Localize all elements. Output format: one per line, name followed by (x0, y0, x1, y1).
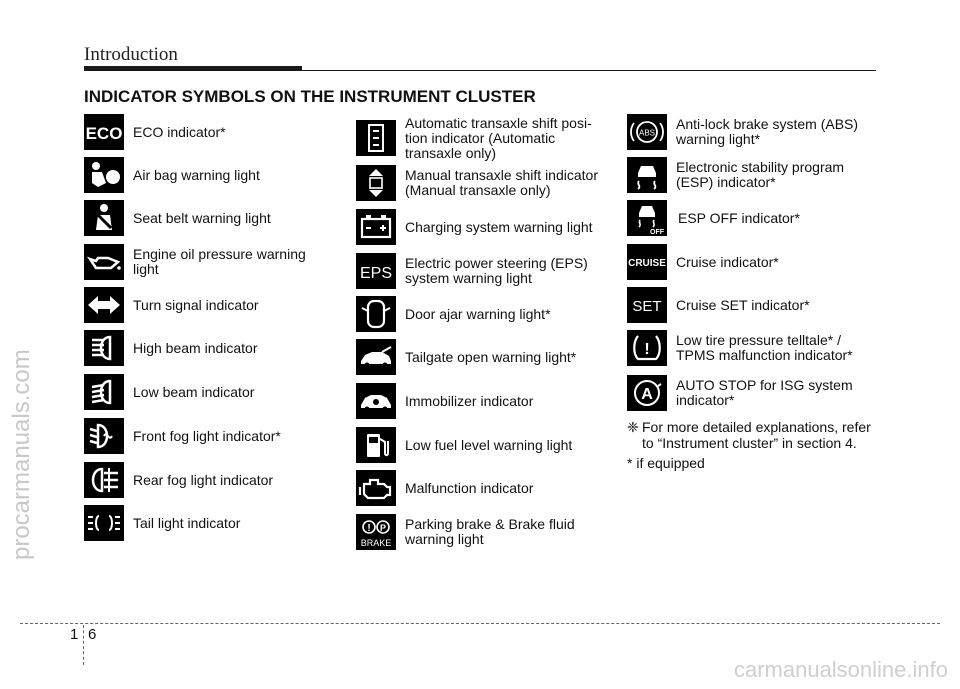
indicator-brake: ! P BRAKE Parking brake & Brake fluid warning light (356, 514, 575, 550)
reference-note: ❈ For more detailed explanations, refer to “Instrument cluster” in section 4. (627, 419, 871, 451)
svg-text:A: A (641, 386, 653, 403)
indicator-eco: ECO ECO indicator* (84, 114, 226, 150)
turn-signal-icon (84, 287, 124, 323)
page-heading: INDICATOR SYMBOLS ON THE INSTRUMENT CLUSTER (84, 87, 536, 106)
indicator-door-ajar: Door ajar warning light* (356, 296, 551, 332)
indicator-malfunction: Malfunction indicator (356, 470, 533, 506)
fuel-pump-icon (356, 427, 396, 463)
tpms-icon (627, 330, 667, 366)
indicator-eps: EPS Electric power steering (EPS) system warning light (356, 253, 588, 289)
footnote: * if equipped (627, 455, 705, 471)
high-beam-icon (84, 330, 124, 366)
esp-off-icon (627, 200, 667, 236)
indicator-tail-light: Tail light indicator (84, 505, 240, 541)
svg-text:EPS: EPS (359, 265, 393, 282)
indicator-esp: Electronic stability program (ESP) indicator* (627, 157, 844, 193)
indicator-esp-off: OFF ESP OFF indicator* (627, 200, 800, 236)
tail-light-icon (84, 505, 124, 541)
watermark-side: procarmanuals.com (8, 349, 35, 560)
indicator-auto-shift: Automatic transaxle shift posi- tion indicator (Automatic transaxle only) (356, 114, 592, 161)
cruise-icon (627, 244, 667, 280)
door-ajar-icon (356, 296, 396, 332)
engine-icon (356, 470, 396, 506)
page-number: 6 (88, 626, 97, 643)
footer-rule (20, 623, 940, 624)
rear-fog-icon (84, 462, 124, 498)
abs-icon (627, 114, 667, 150)
svg-text:P: P (379, 523, 387, 533)
indicator-cruise-set: SET Cruise SET indicator* (627, 287, 810, 323)
svg-text:SET: SET (632, 298, 662, 315)
svg-text:!: ! (644, 341, 650, 358)
indicator-seat-belt: Seat belt warning light (84, 200, 271, 236)
indicator-charging: Charging system warning light (356, 209, 593, 245)
auto-stop-icon (627, 375, 667, 411)
indicator-cruise: CRUISE Cruise indicator* (627, 244, 779, 280)
indicator-front-fog: Front fog light indicator* (84, 418, 281, 454)
section-title: Introduction (84, 44, 178, 65)
auto-shift-icon (356, 120, 396, 156)
indicator-high-beam: High beam indicator (84, 330, 258, 366)
svg-text:BRAKE: BRAKE (360, 538, 392, 548)
seat-belt-icon (84, 200, 124, 236)
svg-text:!: ! (367, 523, 371, 534)
eps-icon (356, 253, 396, 289)
svg-text:CRUISE: CRUISE (628, 258, 666, 269)
cruise-set-icon (627, 287, 667, 323)
indicator-auto-stop: A AUTO STOP for ISG system indicator* (627, 375, 853, 411)
esp-icon (627, 157, 667, 193)
battery-icon (356, 209, 396, 245)
manual-shift-icon (356, 165, 396, 201)
oil-can-icon (84, 244, 124, 280)
indicator-immobilizer: Immobilizer indicator (356, 383, 533, 419)
page-chapter: 1 (70, 626, 79, 643)
immobilizer-icon (356, 383, 396, 419)
svg-text:ECO: ECO (85, 124, 123, 143)
eco-icon (84, 114, 124, 150)
header-rule-thin (302, 70, 876, 71)
indicator-turn-signal: Turn signal indicator (84, 287, 259, 323)
indicator-abs: ABS Anti-lock brake system (ABS) warning light* (627, 114, 858, 150)
air-bag-icon (84, 157, 124, 193)
svg-text:OFF: OFF (650, 229, 664, 236)
indicator-low-fuel: Low fuel level warning light (356, 427, 572, 463)
tailgate-icon (356, 339, 396, 375)
low-beam-icon (84, 374, 124, 410)
indicator-low-beam: Low beam indicator (84, 374, 254, 410)
indicator-tailgate: Tailgate open warning light* (356, 339, 576, 375)
note-symbol: ❈ (627, 419, 639, 435)
indicator-air-bag: Air bag warning light (84, 157, 260, 193)
header-rule-thick (84, 66, 302, 71)
svg-text:ABS: ABS (638, 128, 656, 138)
brake-icon (356, 514, 396, 550)
indicator-oil-pressure: Engine oil pressure warning light (84, 244, 306, 280)
indicator-tpms: ! Low tire pressure telltale* / TPMS malfunction indicator* (627, 330, 853, 366)
indicator-rear-fog: Rear fog light indicator (84, 462, 273, 498)
indicator-manual-shift: Manual transaxle shift indicator (Manual transaxle only) (356, 165, 598, 201)
footer-divider (83, 625, 84, 665)
front-fog-icon (84, 418, 124, 454)
watermark-bottom: carmanualsonline.info (733, 657, 948, 682)
